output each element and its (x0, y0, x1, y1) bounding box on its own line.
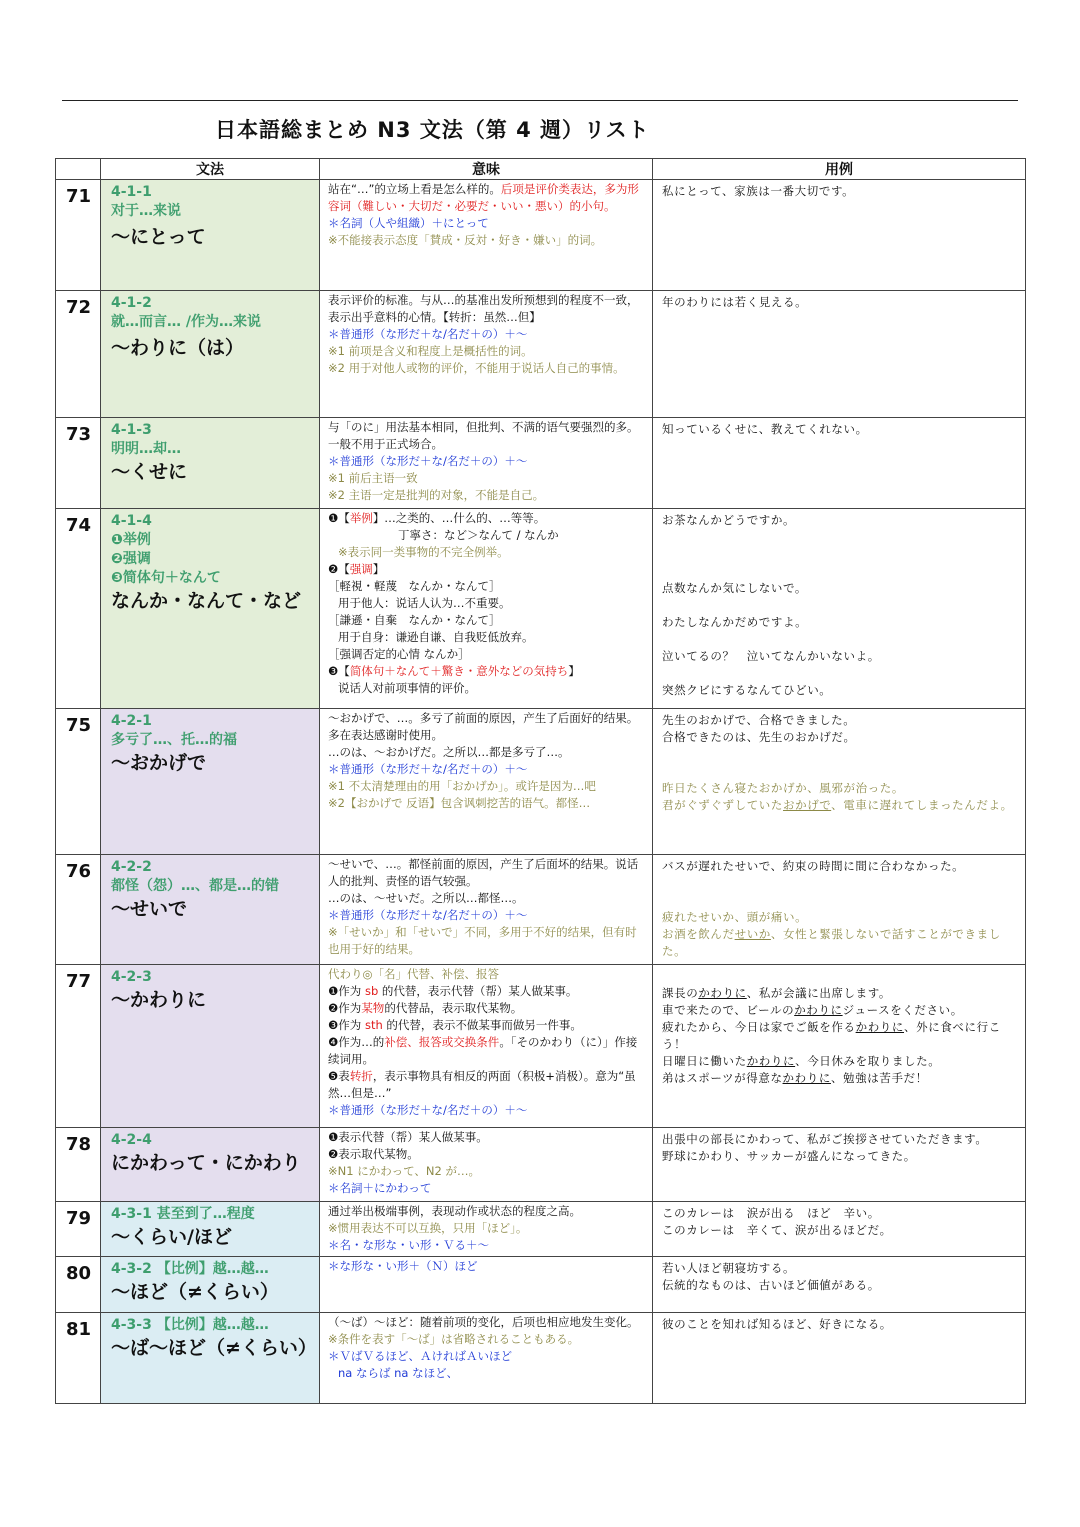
row-number: 78 (56, 1128, 101, 1202)
meaning-note: ※条件を表す「～ば」は省略されることもある。 (328, 1332, 580, 1346)
grammar-pattern: ～かわりに (111, 989, 207, 1011)
grammar-pattern: なんか・なんて・など (111, 590, 302, 612)
grammar-pattern: にかわって・にかわり (111, 1152, 301, 1174)
table-row (56, 1202, 1026, 1257)
meaning-text: ❸作为 (328, 1018, 365, 1032)
table-row (56, 855, 1026, 965)
meaning-text: 说话人对前项事情的评价。 (338, 681, 476, 695)
example-sentence: ジュースをください。 (842, 1003, 963, 1017)
example-cell (653, 418, 1026, 509)
grammar-pattern: ～くせに (111, 461, 188, 483)
grammar-pattern: ～ほど（≠くらい） (111, 1281, 279, 1303)
grammar-usage: ❸简体句＋なんて (111, 570, 221, 586)
meaning-text: 表示评价的标准。与从…的基准出发所预想到的程度不一致，表示出乎意料的心情。【转折：虽然…但】 (328, 293, 639, 324)
header-no (56, 159, 101, 180)
example-sentence: わたしなんかだめですよ。 (662, 615, 808, 629)
meaning-formula: ＊普通形（な形だ＋な/名だ＋の）＋～ (328, 327, 528, 341)
example-cell (653, 709, 1026, 855)
grammar-code: 4-1-1 (111, 184, 152, 200)
example-sentence: 私にとって、家族は一番大切です。 (662, 184, 855, 198)
example-sentence: バスが遅れたせいで、約束の時間に間に合わなかった。 (662, 859, 965, 873)
example-sentence: 、電車に遅れてしまったんだよ。 (831, 798, 1013, 812)
meaning-formula: ＊名詞＋にかわって (328, 1181, 432, 1195)
meaning-text: ❶【 (328, 511, 350, 525)
meaning-note: ※2 主语一定是批判的对象，不能是自己。 (328, 488, 545, 502)
meaning-cell (320, 1257, 653, 1313)
example-sentence: 昨日たくさん寝たおかげか、風邪が治った。 (662, 781, 904, 795)
example-highlight: かわりに (782, 1071, 831, 1085)
grammar-usage: ❷强调 (111, 551, 151, 567)
meaning-formula: ＊普通形（な形だ＋な/名だ＋の）＋～ (328, 908, 528, 922)
grammar-translation: 就…而言… /作为…来说 (111, 314, 261, 330)
example-sentence: 疲れたせいか、頭が痛い。 (662, 910, 808, 924)
grammar-cell (101, 418, 320, 509)
meaning-note: 后项是评价类表达，多为形容词（難しい・大切だ・必要だ・いい・悪い）的小句。 (328, 182, 639, 213)
meaning-note: ※N1 にかわって、N2 が…。 (328, 1164, 480, 1178)
meaning-text: 的代替，表示不做某事而做另一件事。 (382, 1018, 582, 1032)
meaning-cell (320, 180, 653, 291)
row-number: 79 (56, 1202, 101, 1257)
example-highlight: かわりに (746, 1054, 796, 1068)
example-sentence: このカレーは 涙が出る ほど 辛い。 (662, 1206, 880, 1220)
meaning-text: ❶表示代替（帮）某人做某事。 (328, 1130, 488, 1144)
meaning-note: ※1 前后主语一致 (328, 471, 418, 485)
meaning-text: ❸【 (328, 664, 350, 678)
example-sentence: 日曜日に働いた (662, 1054, 747, 1068)
grammar-table (55, 158, 1026, 1404)
meaning-formula: ＊名・な形な・い形・Ｖる＋～ (328, 1238, 489, 1252)
meaning-text: ❷【 (328, 562, 350, 576)
grammar-cell (101, 1257, 320, 1313)
grammar-pattern: ～わりに（は） (111, 337, 245, 359)
meaning-text: …のは、～せいだ。之所以…都怪…。 (328, 891, 524, 905)
meaning-formula: ＊な形な・い形＋（Ｎ）ほど (328, 1259, 478, 1273)
grammar-cell (101, 709, 320, 855)
grammar-translation: 多亏了…、托…的福 (111, 732, 237, 748)
meaning-cell (320, 855, 653, 965)
meaning-note: ※1 前项是含义和程度上是概括性的词。 (328, 344, 533, 358)
grammar-code: 4-3-3 【比例】越…越… (111, 1317, 269, 1333)
grammar-cell (101, 1128, 320, 1202)
meaning-cell (320, 709, 653, 855)
example-sentence: 泣いてるの？ 泣いてなんかいないよ。 (662, 649, 880, 663)
grammar-code: 4-2-2 (111, 859, 152, 875)
meaning-formula: ＊普通形（な形だ＋な/名だ＋の）＋～ (328, 762, 528, 776)
grammar-pattern: ～せいで (111, 898, 188, 920)
grammar-translation: 明明…却… (111, 441, 181, 457)
meaning-cell (320, 509, 653, 709)
example-sentence: このカレーは 辛くて、涙が出るほどだ。 (662, 1223, 892, 1237)
grammar-code: 4-3-2 【比例】越…越… (111, 1261, 269, 1277)
example-sentence: 突然クビにするなんてひどい。 (662, 683, 832, 697)
grammar-code: 4-2-4 (111, 1132, 152, 1148)
example-cell (653, 855, 1026, 965)
grammar-code: 4-2-3 (111, 969, 152, 985)
grammar-cell (101, 291, 320, 418)
example-cell (653, 180, 1026, 291)
meaning-note: ※2 用于对他人或物的评价，不能用于说话人自己的事情。 (328, 361, 625, 375)
header-grammar: 文法 (101, 159, 320, 180)
meaning-keyword: sb (364, 984, 379, 998)
meaning-formula: ＊普通形（な形だ＋な/名だ＋の）＋～ (328, 454, 528, 468)
meaning-text: ❶作为 (328, 984, 365, 998)
example-sentence: 、女性と緊張しないで話すことができました。 (662, 927, 1001, 958)
row-number: 71 (56, 180, 101, 291)
meaning-text: ～せいで、…。都怪前面的原因，产生了后面坏的结果。说话人的批判、责怪的语气较强。 (328, 857, 639, 888)
meaning-cell (320, 1202, 653, 1257)
meaning-text: ❷作为 (328, 1001, 362, 1015)
grammar-translation: 对于…来说 (111, 203, 181, 219)
example-sentence: 、今日休みを取りました。 (795, 1054, 941, 1068)
meaning-formula: ＊普通形（な形だ＋な/名だ＋の）＋～ (328, 1103, 528, 1117)
meaning-cell (320, 1313, 653, 1404)
header-row (56, 159, 1026, 180)
grammar-pattern: ～ば～ほど（≠くらい） (111, 1337, 317, 1359)
meaning-note: ※表示同一类事物的不完全例举。 (338, 545, 509, 559)
example-sentence: 伝統的なものは、古いほど価値がある。 (662, 1278, 880, 1292)
meaning-text: ❺表 (328, 1069, 350, 1083)
meaning-text: 的代替品，表示取代某物。 (384, 1001, 523, 1015)
grammar-cell (101, 965, 320, 1128)
example-cell (653, 1313, 1026, 1404)
meaning-note: 代わり◎「名」代替、补偿、报答 (328, 967, 500, 981)
meaning-keyword: sth (364, 1018, 383, 1032)
grammar-pattern: ～おかげで (111, 752, 207, 774)
grammar-code: 4-1-3 (111, 422, 152, 438)
row-number: 75 (56, 709, 101, 855)
header-example: 用例 (653, 159, 1026, 180)
meaning-text: ❷表示取代某物。 (328, 1147, 419, 1161)
grammar-cell (101, 1202, 320, 1257)
meaning-text: （～ば）～ほど：随着前项的变化，后项也相应地发生变化。 (328, 1315, 639, 1329)
meaning-text: ［謙遜・自棄 なんか・なんて］ (328, 613, 501, 627)
example-sentence: 課長の (662, 986, 699, 1000)
meaning-note: ※「せいか」和「せいで」不同，多用于不好的结果，但有时也用于好的结果。 (328, 925, 637, 956)
example-sentence: 、勉強は苦手だ！ (830, 1071, 928, 1085)
meaning-text: ，表示事物具有相反的两面（积极+消极）。意为“虽然…但是…” (328, 1069, 636, 1100)
example-cell (653, 1202, 1026, 1257)
table-row (56, 965, 1026, 1128)
meaning-text: 】 (568, 664, 580, 678)
example-sentence: お茶なんかどうですか。 (662, 513, 796, 527)
meaning-text: 用于他人：说话人认为…不重要。 (338, 596, 511, 610)
row-number: 73 (56, 418, 101, 509)
row-number: 81 (56, 1313, 101, 1404)
meaning-cell (320, 1128, 653, 1202)
meaning-formula: ＊名詞（人や組織）＋にとって (328, 216, 489, 230)
example-sentence: 年のわりには若く見える。 (662, 295, 808, 309)
top-rule (62, 100, 1018, 101)
example-sentence: 疲れたから、今日は家でご飯を作る (662, 1020, 856, 1034)
row-number: 77 (56, 965, 101, 1128)
table-row (56, 1257, 1026, 1313)
table-row (56, 291, 1026, 418)
grammar-pattern: ～くらい/ほど (111, 1226, 232, 1248)
example-cell (653, 291, 1026, 418)
meaning-text: ～おかげで、…。多亏了前面的原因，产生了后面好的结果。多在表达感谢时使用。 (328, 711, 639, 742)
example-sentence: 君がぐずぐずしていた (662, 798, 783, 812)
meaning-cell (320, 965, 653, 1128)
header-meaning: 意味 (320, 159, 653, 180)
meaning-cell (320, 418, 653, 509)
meaning-text: ［强调否定的心情 なんか］ (328, 647, 470, 661)
grammar-code: 4-1-4 (111, 513, 152, 529)
example-sentence: 出張中の部長にかわって、私がご挨拶させていただきます。 (662, 1132, 988, 1146)
grammar-pattern: ～にとって (111, 226, 206, 248)
meaning-text: 】 (372, 562, 385, 576)
meaning-text: 的代替，表示代替（帮）某人做某事。 (378, 984, 578, 998)
grammar-cell (101, 1313, 320, 1404)
grammar-cell (101, 509, 320, 709)
table-row (56, 1313, 1026, 1404)
example-sentence: 合格できたのは、先生のおかげだ。 (662, 730, 856, 744)
example-sentence: 点数なんか気にしないで。 (662, 581, 807, 595)
table-row (56, 418, 1026, 509)
example-highlight: せいか (734, 927, 771, 941)
meaning-formula: na ならば na なほど、 (338, 1366, 459, 1380)
meaning-text: 用于自身：谦逊自谦、自我贬低放弃。 (338, 630, 534, 644)
row-number: 74 (56, 509, 101, 709)
meaning-text: ❹作为…的 (328, 1035, 385, 1049)
example-highlight: かわりに (855, 1020, 905, 1034)
example-cell (653, 509, 1026, 709)
meaning-keyword: 转折 (349, 1069, 373, 1083)
grammar-translation: 都怪（怨）…、都是…的错 (111, 878, 279, 894)
example-cell (653, 1128, 1026, 1202)
example-sentence: 車で来たので、ビールの (662, 1003, 795, 1017)
meaning-keyword: 某物 (361, 1001, 385, 1015)
meaning-text: ［軽視・軽蔑 なんか・なんて］ (328, 579, 501, 593)
meaning-text: 站在“…”的立场上看是怎么样的。 (328, 182, 501, 196)
example-highlight: かわりに (698, 986, 747, 1000)
row-number: 76 (56, 855, 101, 965)
example-sentence: 知っているくせに、教えてくれない。 (662, 422, 868, 436)
meaning-text: 】…之类的、…什么的、…等等。 (372, 511, 546, 525)
example-highlight: おかげで (783, 798, 832, 812)
example-sentence: 野球にかわり、サッカーが盛んになってきた。 (662, 1149, 916, 1163)
grammar-usage: ❶举例 (111, 532, 151, 548)
table-row (56, 1128, 1026, 1202)
meaning-note: ※惯用表达不可以互换，只用「ほど」。 (328, 1221, 528, 1235)
example-cell (653, 965, 1026, 1128)
example-sentence: 彼のことを知れば知るほど、好きになる。 (662, 1317, 892, 1331)
meaning-keyword: 强调 (349, 562, 373, 576)
meaning-text: 通过举出极端事例，表现动作或状态的程度之高。 (328, 1204, 581, 1218)
example-cell (653, 1257, 1026, 1313)
meaning-text: 。「そのかわり（に）」作接续词用。 (328, 1035, 638, 1066)
grammar-code: 4-2-1 (111, 713, 152, 729)
meaning-formula: ＊ＶばＶるほど、ＡければＡいほど (328, 1349, 512, 1363)
table-row (56, 709, 1026, 855)
example-sentence: 、外に食べに行こう！ (662, 1020, 1001, 1051)
meaning-keyword: 举例 (349, 511, 373, 525)
meaning-keyword: 简体句＋なんて＋驚き・意外などの気持ち (349, 664, 569, 678)
example-sentence: 弟はスポーツが得意な (662, 1071, 783, 1085)
meaning-text: 与「のに」用法基本相同，但批判、不满的语气要强烈的多。一般不用于正式场合。 (328, 420, 639, 451)
example-sentence: 若い人ほど朝寝坊する。 (662, 1261, 796, 1275)
grammar-cell (101, 855, 320, 965)
row-number: 72 (56, 291, 101, 418)
table-row (56, 509, 1026, 709)
example-sentence: 、私が会議に出席します。 (746, 986, 891, 1000)
meaning-keyword: 补偿、报答或交换条件 (384, 1035, 500, 1049)
example-sentence: 先生のおかげで、合格できました。 (662, 713, 856, 727)
grammar-code: 4-1-2 (111, 295, 152, 311)
meaning-note: ※1 不太清楚理由的用「おかげか」。或许是因为…吧 (328, 779, 596, 793)
table-row (56, 180, 1026, 291)
page-title: 日本語総まとめ N3 文法（第 4 週）リスト (215, 118, 650, 142)
meaning-text: 丁寧さ：など＞なんて / なんか (398, 528, 559, 542)
meaning-note: ※不能接表示态度「賛成・反対・好き・嫌い」的词。 (328, 233, 603, 247)
example-sentence: お酒を飲んだ (662, 927, 735, 941)
example-highlight: かわりに (794, 1003, 843, 1017)
grammar-code: 4-3-1 甚至到了…程度 (111, 1206, 255, 1222)
meaning-note: ※2【おかげで 反语】包含讽刺挖苦的语气。都怪… (328, 796, 591, 810)
meaning-text: …のは、～おかげだ。之所以…都是多亏了…。 (328, 745, 570, 759)
meaning-cell (320, 291, 653, 418)
row-number: 80 (56, 1257, 101, 1313)
grammar-cell (101, 180, 320, 291)
